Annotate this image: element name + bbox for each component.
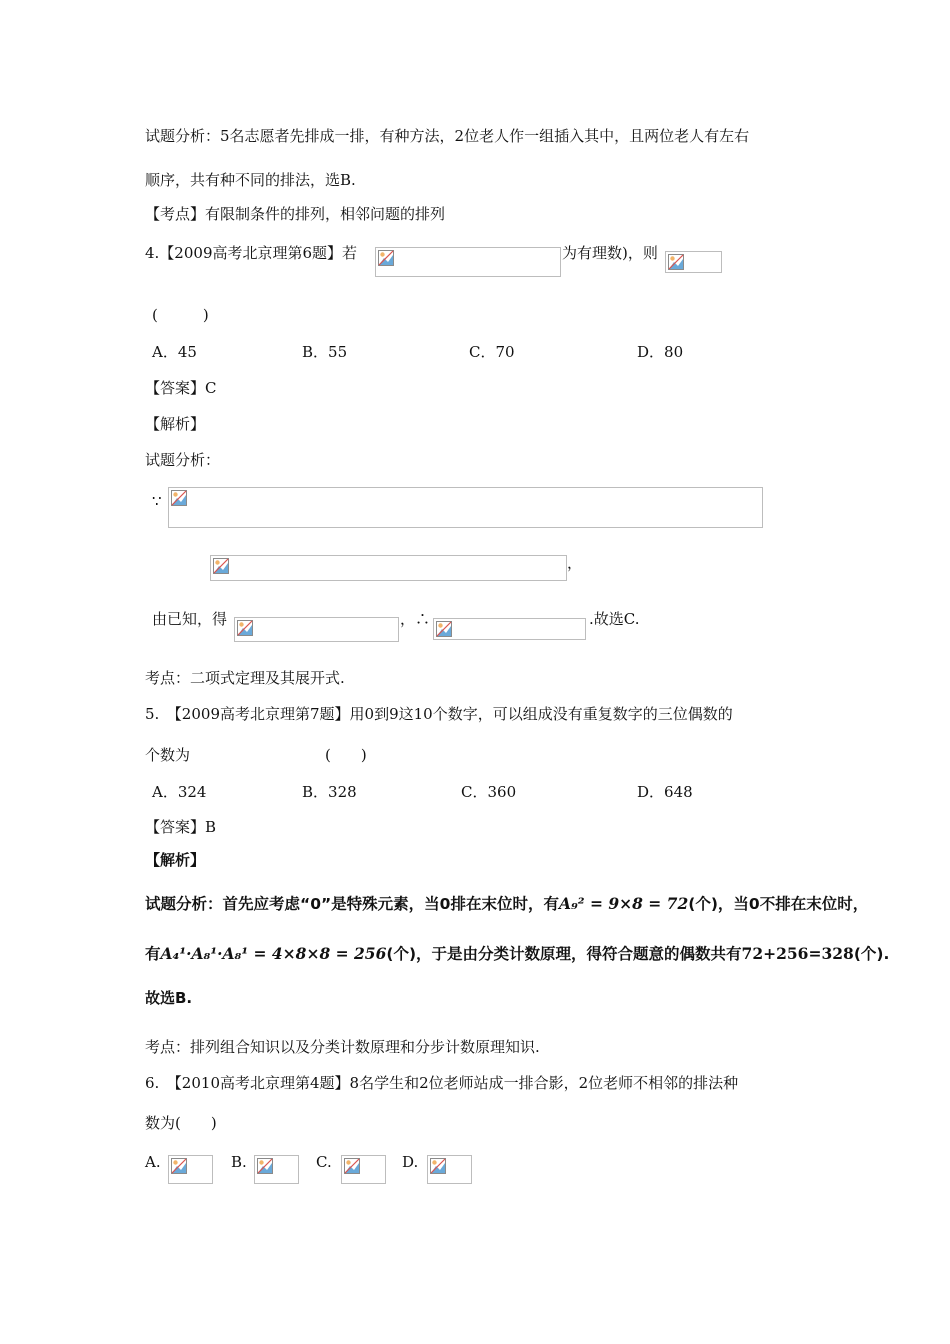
q5-jiexi: 【解析】 (145, 851, 206, 869)
kaodian-3: 【考点】有限制条件的排列，相邻问题的排列 (145, 205, 446, 223)
broken-image-formula (234, 617, 399, 642)
q4-kaodian: 考点：二项式定理及其展开式. (145, 669, 345, 687)
math-sum: 72+256=328 (741, 944, 854, 963)
q5-analysis-line-3: 故选B. (145, 989, 193, 1007)
q5-stem-line-2: 个数为 ( ) (145, 746, 367, 764)
analysis-text: 试题分析：首先应考虑“0”是特殊元素，当0排在末位时，有 (145, 895, 559, 913)
q4-stem-pre: 4.【2009高考北京理第6题】若 (145, 244, 358, 262)
q6-option-c: C. (316, 1153, 332, 1171)
broken-image-formula (427, 1155, 472, 1184)
therefore-symbol: ，∴ (400, 610, 431, 628)
q4-option-b: B．55 (302, 343, 348, 361)
q5-option-b: B．328 (302, 783, 357, 801)
broken-image-formula (665, 251, 722, 273)
broken-image-icon (436, 621, 452, 637)
q4-jiexi: 【解析】 (145, 415, 206, 433)
broken-image-icon (668, 254, 684, 270)
q4-option-c: C．70 (469, 343, 515, 361)
q5-option-a: A．324 (152, 783, 207, 801)
q4-option-d: D．80 (637, 343, 684, 361)
q5-option-d: D．648 (637, 783, 693, 801)
q5-analysis-line-1 (145, 894, 868, 914)
q6-option-d: D. (402, 1153, 419, 1171)
broken-image-formula (433, 618, 586, 640)
broken-image-icon (213, 558, 229, 574)
broken-image-icon (257, 1158, 273, 1174)
broken-image-formula (168, 1155, 213, 1184)
analysis-text: (个)，于是由分类计数原理，得符合题意的偶数共有 (386, 945, 742, 963)
q6-option-a: A. (145, 1153, 161, 1171)
analysis-text: (个). (853, 945, 890, 963)
q4-stem-mid: 为有理数)，则 (562, 244, 658, 262)
analysis-line-2: 顺序，共有种不同的排法，选B. (145, 171, 356, 189)
broken-image-icon (171, 490, 187, 506)
broken-image-icon (171, 1158, 187, 1174)
q4-paren: ( ) (152, 306, 209, 324)
q5-stem-line-1: 5. 【2009高考北京理第7题】用0到9这10个数字，可以组成没有重复数字的三位偶数的 (145, 705, 733, 723)
q4-analysis-label: 试题分析： (145, 451, 221, 469)
analysis-line-1: 试题分析：5名志愿者先排成一排，有种方法，2位老人作一组插入其中，且两位老人有左右 (145, 127, 750, 145)
q6-option-b: B. (231, 1153, 247, 1171)
known-prefix: 由已知，得 (152, 610, 228, 628)
q6-stem-line-2: 数为( ) (145, 1114, 217, 1132)
broken-image-formula (375, 247, 561, 277)
because-symbol: ∵ (152, 492, 162, 510)
q5-answer: 【答案】B (145, 818, 217, 836)
math-a1: A₉² = 9×8 = 72 (558, 894, 689, 913)
analysis-text: 有 (145, 945, 161, 963)
analysis-text: (个)，当0不排在末位时， (688, 895, 869, 913)
q4-option-a: A．45 (152, 343, 197, 361)
q4-answer: 【答案】C (145, 379, 217, 397)
broken-image-icon (344, 1158, 360, 1174)
broken-image-formula (210, 555, 567, 581)
broken-image-formula (168, 487, 763, 528)
broken-image-formula (341, 1155, 386, 1184)
comma: ， (567, 554, 583, 572)
q5-kaodian: 考点：排列组合知识以及分类计数原理和分步计数原理知识. (145, 1038, 540, 1056)
q6-stem-line-1: 6. 【2010高考北京理第4题】8名学生和2位老师站成一排合影，2位老师不相邻的排法种 (145, 1074, 739, 1092)
broken-image-formula (254, 1155, 299, 1184)
q5-analysis-line-2 (145, 944, 889, 964)
known-suffix: .故选C. (589, 610, 640, 628)
broken-image-icon (237, 620, 253, 636)
math-a2: A₄¹·A₈¹·A₈¹ = 4×8×8 = 256 (160, 944, 387, 963)
broken-image-icon (378, 250, 394, 266)
broken-image-icon (430, 1158, 446, 1174)
q5-option-c: C．360 (461, 783, 517, 801)
